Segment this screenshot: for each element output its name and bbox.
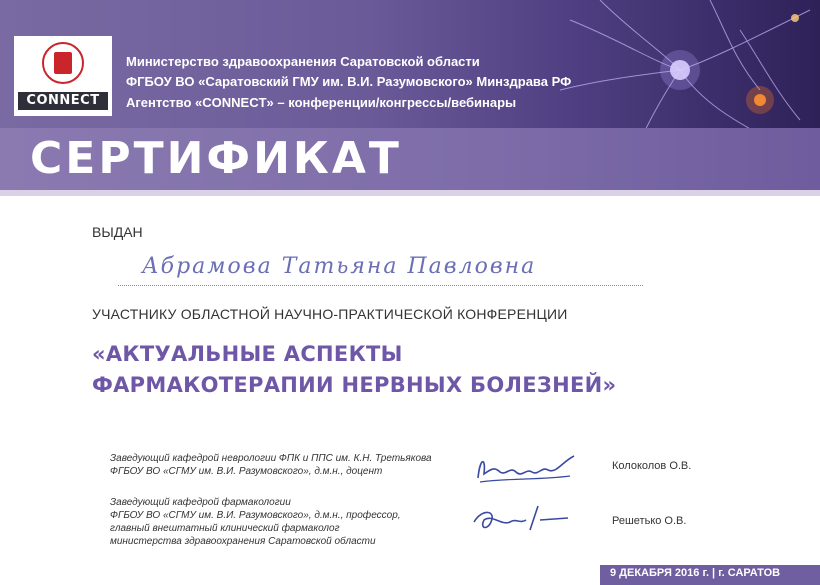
issued-label: ВЫДАН: [92, 224, 143, 240]
certificate-title: СЕРТИФИКАТ: [30, 133, 402, 184]
signature-2: [468, 500, 578, 540]
university-line: ФГБОУ ВО «Саратовский ГМУ им. В.И. Разумовского» Минздрава РФ: [126, 74, 572, 89]
footer-band: [600, 565, 820, 585]
signatory-2-name: Решетько О.В.: [612, 515, 687, 527]
signature-1: [470, 448, 580, 488]
name-underline: [118, 285, 643, 286]
university-seal-icon: [42, 42, 84, 84]
signatory-1-role: Заведующий кафедрой неврологии ФПК и ППС им. К.Н. Третьякова ФГБОУ ВО «СГМУ им. В.И. Разумовского», д.м.н., доцент: [110, 453, 432, 477]
header-band: [0, 0, 820, 128]
connect-logo: CONNECT: [18, 92, 108, 110]
title-band: [0, 128, 820, 196]
ministry-line: Министерство здравоохранения Саратовской области: [126, 54, 480, 69]
conference-title-line1: «АКТУАЛЬНЫЕ АСПЕКТЫ: [92, 342, 403, 366]
conference-title-line2: ФАРМАКОТЕРАПИИ НЕРВНЫХ БОЛЕЗНЕЙ»: [92, 373, 617, 397]
signatory-2-role: Заведующий кафедрой фармакологии ФГБОУ ВО «СГМУ им. В.И. Разумовского», д.м.н., профессор, главный внештатный клинический фармаколог министерства здравоохранения Саратовской области: [110, 497, 401, 547]
date-location: 9 ДЕКАБРЯ 2016 г. | г. САРАТОВ: [610, 567, 781, 579]
agency-line: Агентство «CONNECT» – конференции/конгрессы/вебинары: [126, 95, 517, 110]
logo-box: [14, 36, 112, 116]
participant-label: УЧАСТНИКУ ОБЛАСТНОЙ НАУЧНО-ПРАКТИЧЕСКОЙ КОНФЕРЕНЦИИ: [92, 306, 568, 322]
signatory-1-name: Колоколов О.В.: [612, 460, 692, 472]
participant-name: Абрамова Татьяна Павловна: [142, 254, 537, 279]
